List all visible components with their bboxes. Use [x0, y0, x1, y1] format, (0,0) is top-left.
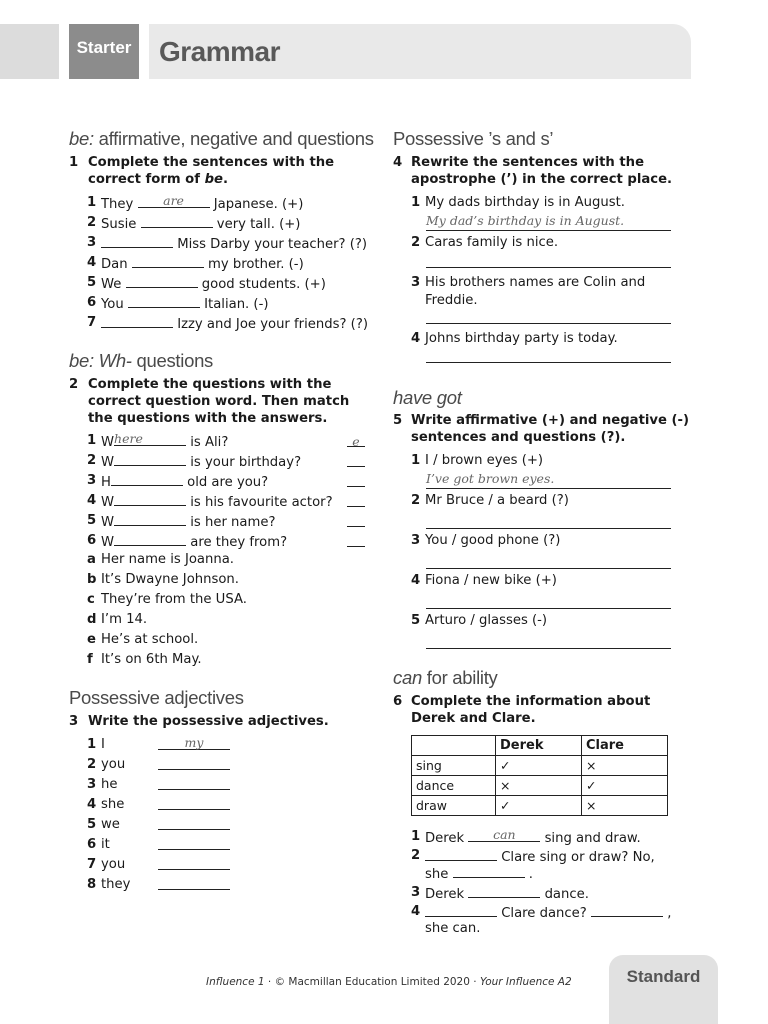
section-title-wh: be: Wh- questions	[69, 350, 214, 371]
answer-line[interactable]	[426, 608, 671, 609]
exercise-2-instruction: 2 Complete the questions with the correct question word. Then match the questions with the answers.	[69, 377, 350, 426]
match-blank[interactable]: e	[347, 432, 365, 447]
answer-line[interactable]	[426, 362, 671, 363]
match-blank[interactable]	[347, 532, 365, 547]
section-title-have-got: have got	[393, 387, 462, 408]
section-title-possessive-adjectives: Possessive adjectives	[69, 687, 244, 708]
answer-blank[interactable]	[101, 234, 173, 248]
answer-blank[interactable]: here	[114, 432, 186, 446]
answer-line[interactable]	[426, 648, 671, 649]
table-header-blank	[412, 736, 496, 756]
sample-answer: My dad’s birthday is in August.	[426, 213, 625, 228]
starter-tab: Starter	[69, 24, 139, 79]
table-cell: ✓	[582, 776, 668, 796]
exercise-1-instruction: 1 Complete the sentences with the correct form of be.	[69, 155, 335, 187]
answer-blank[interactable]	[111, 472, 183, 486]
exercise-4-item: 2 Caras family is nice.	[411, 235, 559, 250]
standard-badge: Standard	[609, 955, 718, 1024]
match-blank[interactable]	[347, 492, 365, 507]
answer-blank[interactable]	[158, 876, 230, 890]
answer-line[interactable]	[426, 323, 671, 324]
answer-line[interactable]	[426, 568, 671, 569]
exercise-4-item: 1 My dads birthday is in August.	[411, 195, 625, 210]
header-left-tab	[0, 24, 59, 79]
table-cell: ✓	[496, 756, 582, 776]
answer-blank[interactable]	[158, 756, 230, 770]
answer-blank[interactable]	[114, 492, 186, 506]
ability-table	[411, 735, 668, 816]
answer-line[interactable]	[426, 488, 671, 489]
table-cell: sing	[412, 756, 496, 776]
table-cell: ×	[582, 796, 668, 816]
answer-blank[interactable]	[158, 776, 230, 790]
answer-blank[interactable]	[158, 796, 230, 810]
answer-blank[interactable]	[158, 836, 230, 850]
match-blank[interactable]	[347, 472, 365, 487]
answer-blank[interactable]	[132, 254, 204, 268]
section-title-can: can for ability	[393, 667, 498, 688]
answer-blank[interactable]	[101, 314, 173, 328]
exercise-4-item: 3 His brothers names are Colin and Freddie.	[411, 275, 646, 308]
answer-blank[interactable]	[114, 532, 186, 546]
exercise-4-item: 4 Johns birthday party is today.	[411, 331, 618, 346]
answer-blank[interactable]	[158, 856, 230, 870]
table-cell: ×	[582, 756, 668, 776]
table-cell: ✓	[496, 796, 582, 816]
answer-line[interactable]	[426, 230, 671, 231]
answer-line[interactable]	[426, 267, 671, 268]
table-cell: draw	[412, 796, 496, 816]
exercise-4-instruction: 4 Rewrite the sentences with the apostrophe (’) in the correct place.	[393, 155, 673, 187]
table-header-clare: Clare	[582, 736, 668, 756]
exercise-6-instruction: 6 Complete the information about Derek and Clare.	[393, 694, 651, 726]
section-title-possessive-s: Possessive ’s and s’	[393, 128, 554, 149]
answer-blank[interactable]	[126, 274, 198, 288]
match-blank[interactable]	[347, 512, 365, 527]
answer-blank[interactable]	[114, 452, 186, 466]
answer-blank[interactable]: are	[138, 194, 210, 208]
answer-line[interactable]	[426, 528, 671, 529]
answer-blank[interactable]	[128, 294, 200, 308]
exercise-5-instruction: 5 Write affirmative (+) and negative (-) sentences and questions (?).	[393, 413, 690, 445]
answer-blank[interactable]	[158, 816, 230, 830]
exercise-3-instruction: 3 Write the possessive adjectives.	[69, 714, 329, 729]
table-cell: dance	[412, 776, 496, 796]
page-title: Grammar	[149, 24, 691, 79]
section-title-be: be: affirmative, negative and questions	[69, 128, 374, 149]
answer-blank[interactable]: my	[158, 736, 230, 750]
sample-answer: I’ve got brown eyes.	[426, 471, 555, 486]
table-cell: ×	[496, 776, 582, 796]
footer-copyright: Influence 1 · © Macmillan Education Limited 2020 · Your Influence A2	[206, 976, 572, 988]
match-blank[interactable]	[347, 452, 365, 467]
answer-blank[interactable]	[114, 512, 186, 526]
answer-blank[interactable]	[141, 214, 213, 228]
table-header-derek: Derek	[496, 736, 582, 756]
